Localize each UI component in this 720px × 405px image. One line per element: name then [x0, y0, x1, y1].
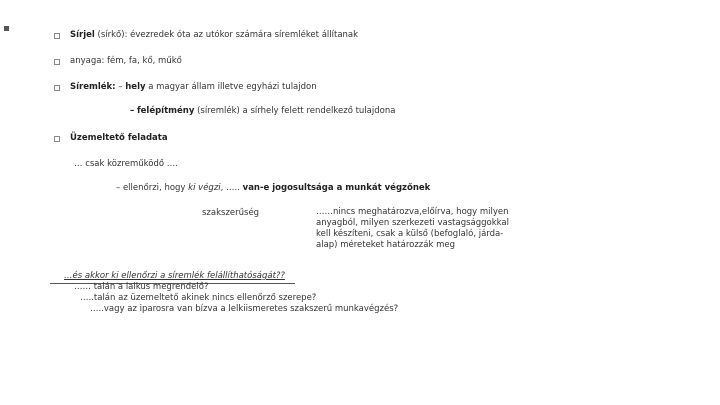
bullet-square-icon	[54, 59, 60, 65]
term-siremlek: Síremlék:	[70, 82, 116, 92]
ellenorzi-bold: van-e jogosultsága a munkát végzőnek	[242, 183, 431, 193]
bullet-square-icon	[54, 33, 60, 39]
right-line: anyagból, milyen szerkezeti vastagsággokkal	[316, 218, 509, 228]
felepitmeny-line	[130, 106, 395, 116]
dash: –	[130, 106, 135, 116]
right-line: kell készíteni, csak a külső (befoglaló, járda-	[316, 229, 504, 239]
sirjel-text: (sírkő): évezredek óta az utókor számára síremléket állítanak	[94, 30, 359, 40]
bullet-sirjel	[70, 30, 358, 40]
line-ellenorzi	[116, 183, 430, 193]
bottom-questions	[64, 271, 398, 315]
bullet-anyaga: anyaga: fém, fa, kő, műkő	[70, 56, 182, 66]
term-sirjel: Sírjel	[70, 30, 95, 40]
question-line-1: …és akkor ki ellenőrzi a síremlék felállíthatóságát??	[64, 271, 285, 281]
bullet-square-icon	[54, 136, 60, 142]
hely-text: a magyar állam illetve egyházi tulajdon	[145, 82, 317, 92]
dash: –	[115, 82, 123, 92]
right-text-block	[316, 207, 509, 251]
question-line-3: …..talán az üzemeltető akinek nincs ellenőrző szerepe?	[80, 293, 317, 303]
slide-corner-marker	[4, 26, 9, 31]
bullet-uzemelteto: Üzemeltető feladata	[70, 133, 168, 143]
ellenorzi-mid: , …..	[220, 183, 243, 193]
ellenorzi-pre: – ellenőrzi, hogy	[116, 183, 189, 193]
ellenorzi-italic: ki végzi	[188, 183, 221, 193]
question-line-4: …..vagy az iparosra van bízva a lelkiismeretes szakszerű munkavégzés?	[90, 304, 399, 314]
line-csak-kozremukodo: … csak közreműködő ….	[74, 159, 178, 169]
right-line: alap) méreteket határozzák meg	[316, 240, 455, 250]
felepitmeny-text: (síremlék) a sírhely felett rendelkező tulajdona	[194, 106, 396, 116]
right-line: ……nincs meghatározva,előírva, hogy milyen	[316, 207, 509, 217]
szakszeruseg-label: szakszerűség	[202, 208, 260, 218]
bullet-square-icon	[54, 85, 60, 91]
bullet-siremlek	[70, 82, 317, 92]
term-felepitmeny: felépítmény	[136, 106, 195, 116]
question-line-2: …… talán a laikus megrendelő?	[74, 282, 209, 292]
term-hely: hely	[125, 82, 146, 92]
